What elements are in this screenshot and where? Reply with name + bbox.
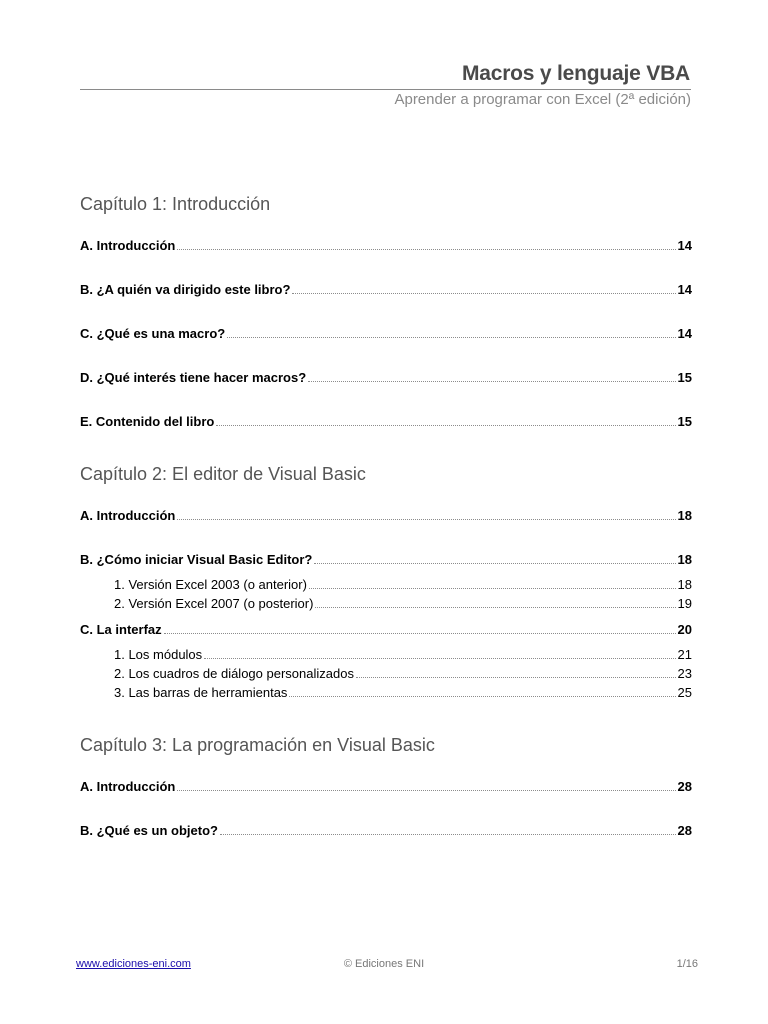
toc-entry-label: B. ¿A quién va dirigido este libro?: [80, 282, 291, 297]
toc-page-number: 14: [677, 238, 692, 253]
toc-section-entry[interactable]: [80, 281, 692, 299]
dot-leader: [177, 789, 675, 791]
toc-entry-label: E. Contenido del libro: [80, 414, 215, 429]
document-subtitle: Aprender a programar con Excel (2ª edición): [394, 91, 691, 108]
toc-entry-label: 1. Versión Excel 2003 (o anterior): [114, 577, 307, 592]
dot-leader: [227, 336, 675, 338]
toc-page-number: 14: [677, 326, 692, 341]
chapter-heading: Capítulo 2: El editor de Visual Basic: [80, 464, 366, 484]
toc-page-number: 18: [677, 552, 692, 567]
toc-entry-label: 2. Los cuadros de diálogo personalizados: [114, 666, 354, 681]
dot-leader: [292, 292, 675, 294]
dot-leader: [308, 380, 675, 382]
chapter-heading: Capítulo 1: Introducción: [80, 194, 271, 214]
toc-entry-label: A. Introducción: [80, 238, 176, 253]
toc-entry-label: B. ¿Cómo iniciar Visual Basic Editor?: [80, 552, 313, 567]
toc-section-entry[interactable]: [80, 621, 692, 639]
dot-leader: [164, 632, 676, 634]
toc-subsection-entry[interactable]: [80, 646, 692, 664]
toc-page-number: 14: [677, 282, 692, 297]
toc-entry-label: A. Introducción: [80, 779, 176, 794]
dot-leader: [309, 587, 676, 589]
toc-page-number: 28: [677, 823, 692, 838]
toc-page-number: 15: [677, 370, 692, 385]
toc-entry-label: B. ¿Qué es un objeto?: [80, 823, 218, 838]
page-footer: [0, 958, 768, 974]
dot-leader: [289, 695, 675, 697]
toc-page-number: 23: [677, 666, 692, 681]
toc-page-number: 15: [677, 414, 692, 429]
footer-page-indicator: 1/16: [676, 958, 698, 970]
toc-section-entry[interactable]: [80, 507, 692, 525]
toc-subsection-entry[interactable]: [80, 576, 692, 594]
toc-entry-label: C. ¿Qué es una macro?: [80, 326, 226, 341]
dot-leader: [315, 606, 675, 608]
toc-section-entry[interactable]: [80, 551, 692, 569]
toc-entry-label: A. Introducción: [80, 508, 176, 523]
toc-entry-label: C. La interfaz: [80, 622, 162, 637]
toc-page-number: 21: [677, 647, 692, 662]
toc-page-number: 19: [677, 596, 692, 611]
dot-leader: [356, 676, 676, 678]
dot-leader: [177, 518, 675, 520]
toc-page-number: 28: [677, 779, 692, 794]
toc-section-entry[interactable]: [80, 413, 692, 431]
toc-section-entry[interactable]: [80, 325, 692, 343]
dot-leader: [204, 657, 675, 659]
toc-section-entry[interactable]: [80, 822, 692, 840]
chapter-heading: Capítulo 3: La programación en Visual Basic: [80, 735, 435, 755]
footer-copyright: © Ediciones ENI: [343, 958, 425, 970]
table-of-contents: [80, 192, 692, 840]
dot-leader: [220, 833, 676, 835]
dot-leader: [314, 562, 675, 564]
toc-page-number: 25: [677, 685, 692, 700]
toc-page-number: 18: [677, 577, 692, 592]
toc-subsection-entry[interactable]: [80, 665, 692, 683]
toc-section-entry[interactable]: [80, 369, 692, 387]
toc-page-number: 20: [677, 622, 692, 637]
toc-subsection-entry[interactable]: [80, 595, 692, 613]
toc-section-entry[interactable]: [80, 778, 692, 796]
toc-entry-label: 1. Los módulos: [114, 647, 203, 662]
header-divider: [80, 89, 691, 90]
dot-leader: [216, 424, 675, 426]
toc-entry-label: D. ¿Qué interés tiene hacer macros?: [80, 370, 307, 385]
toc-entry-label: 3. Las barras de herramientas: [114, 685, 288, 700]
toc-entry-label: 2. Versión Excel 2007 (o posterior): [114, 596, 314, 611]
footer-website-link[interactable]: www.ediciones-eni.com: [76, 958, 191, 970]
dot-leader: [177, 248, 675, 250]
document-title: Macros y lenguaje VBA: [461, 62, 690, 85]
toc-page-number: 18: [677, 508, 692, 523]
toc-section-entry[interactable]: [80, 237, 692, 255]
toc-subsection-entry[interactable]: [80, 684, 692, 702]
